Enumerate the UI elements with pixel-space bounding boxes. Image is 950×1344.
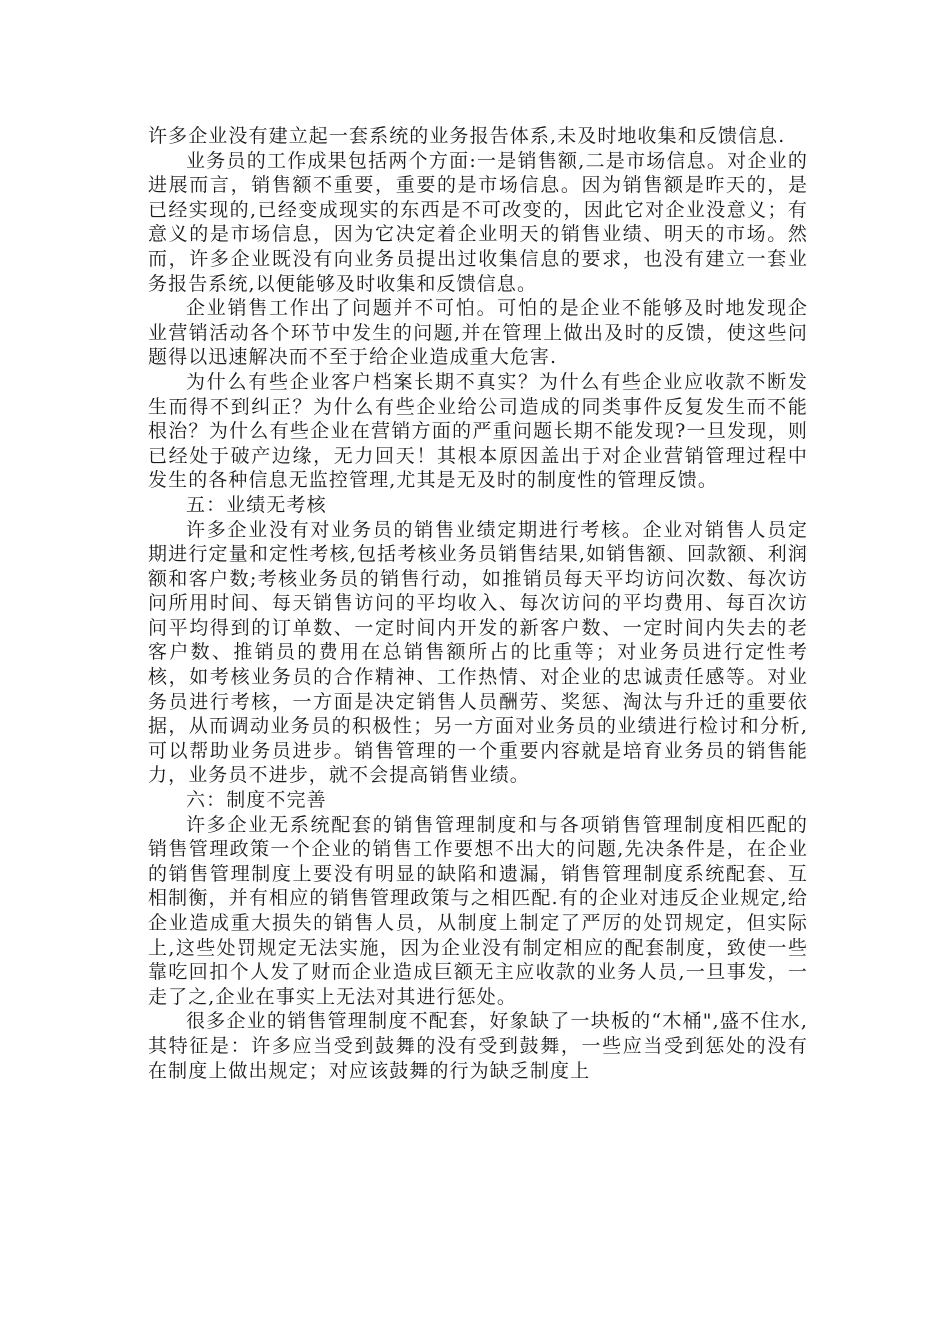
- document-page: [148, 124, 808, 1083]
- paragraph-sales-problems: 企业销售工作出了问题并不可怕。可怕的是企业不能够及时地发现企业营销活动各个环节中发生的问题,并在管理上做出及时的反馈，使这些问题得以迅速解决而不至于给企业造成重大危害.: [148, 297, 808, 369]
- paragraph-performance-assessment: 许多企业没有对业务员的销售业绩定期进行考核。企业对销售人员定期进行定量和定性考核,包括考核业务员销售结果,如销售额、回款额、利润额和客户数;考核业务员的销售行动，如推销员每天平均访问次数、每次访问所用时间、每天销售访问的平均收入、每次访问的平均费用、每百次访问平均得到的订单数、一定时间内开发的新客户数、一定时间内失去的老客户数、推销员的费用在总销售额所占的比重等；对业务员进行定性考核，如考核业务员的合作精神、工作热情、对企业的忠诚责任感等。对业务员进行考核，一方面是决定销售人员酬劳、奖惩、淘汰与升迁的重要依据，从而调动业务员的积极性；另一方面对业务员的业绩进行检讨和分析,可以帮助业务员进步。销售管理的一个重要内容就是培育业务员的销售能力，业务员不进步，就不会提高销售业绩。: [148, 518, 808, 787]
- paragraph-salesperson-results: 业务员的工作成果包括两个方面:一是销售额,二是市场信息。对企业的进展而言，销售额不重要，重要的是市场信息。因为销售额是昨天的，是已经实现的,已经变成现实的东西是不可改变的，因此它对企业没意义；有意义的是市场信息，因为它决定着企业明天的销售业绩、明天的市场。然而，许多企业既没有向业务员提出过收集信息的要求，也没有建立一套业务报告系统,以便能够及时收集和反馈信息。: [148, 149, 808, 295]
- paragraph-management-system: 许多企业无系统配套的销售管理制度和与各项销售管理制度相匹配的销售管理政策一个企业的销售工作要想不出大的问题,先决条件是，在企业的销售管理制度上要没有明显的缺陷和遗漏，销售管理制度系统配套、互相制衡，并有相应的销售管理政策与之相匹配.有的企业对违反企业规定,给企业造成重大损失的销售人员，从制度上制定了严厉的处罚规定，但实际上,这些处罚规定无法实施，因为企业没有制定相应的配套制度，致使一些靠吃回扣个人发了财而企业造成巨额无主应收款的业务人员,一旦事发，一走了之,企业在事实上无法对其进行惩处。: [148, 813, 808, 1008]
- section-heading-six: 六：制度不完善: [186, 789, 327, 812]
- section-heading-five: 五：业绩无考核: [186, 493, 327, 516]
- paragraph-wooden-bucket: 很多企业的销售管理制度不配套，好象缺了一块板的“木桶",盛不住水,其特征是：许多应当受到鼓舞的没有受到鼓舞，一些应当受到惩处的没有在制度上做出规定；对应该鼓舞的行为缺乏制度上: [148, 1010, 808, 1082]
- paragraph-report-system: 许多企业没有建立起一套系统的业务报告体系,未及时地收集和反馈信息.: [148, 125, 786, 147]
- paragraph-why-questions: 为什么有些企业客户档案长期不真实？为什么有些企业应收款不断发生而得不到纠正？为什么有些企业给公司造成的同类事件反复发生而不能根治？为什么有些企业在营销方面的严重问题长期不能发现?一旦发现，则已经处于破产边缘，无力回天！其根本原因盖出于对企业营销管理过程中发生的各种信息无监控管理,尤其是无及时的制度性的管理反馈。: [148, 370, 808, 492]
